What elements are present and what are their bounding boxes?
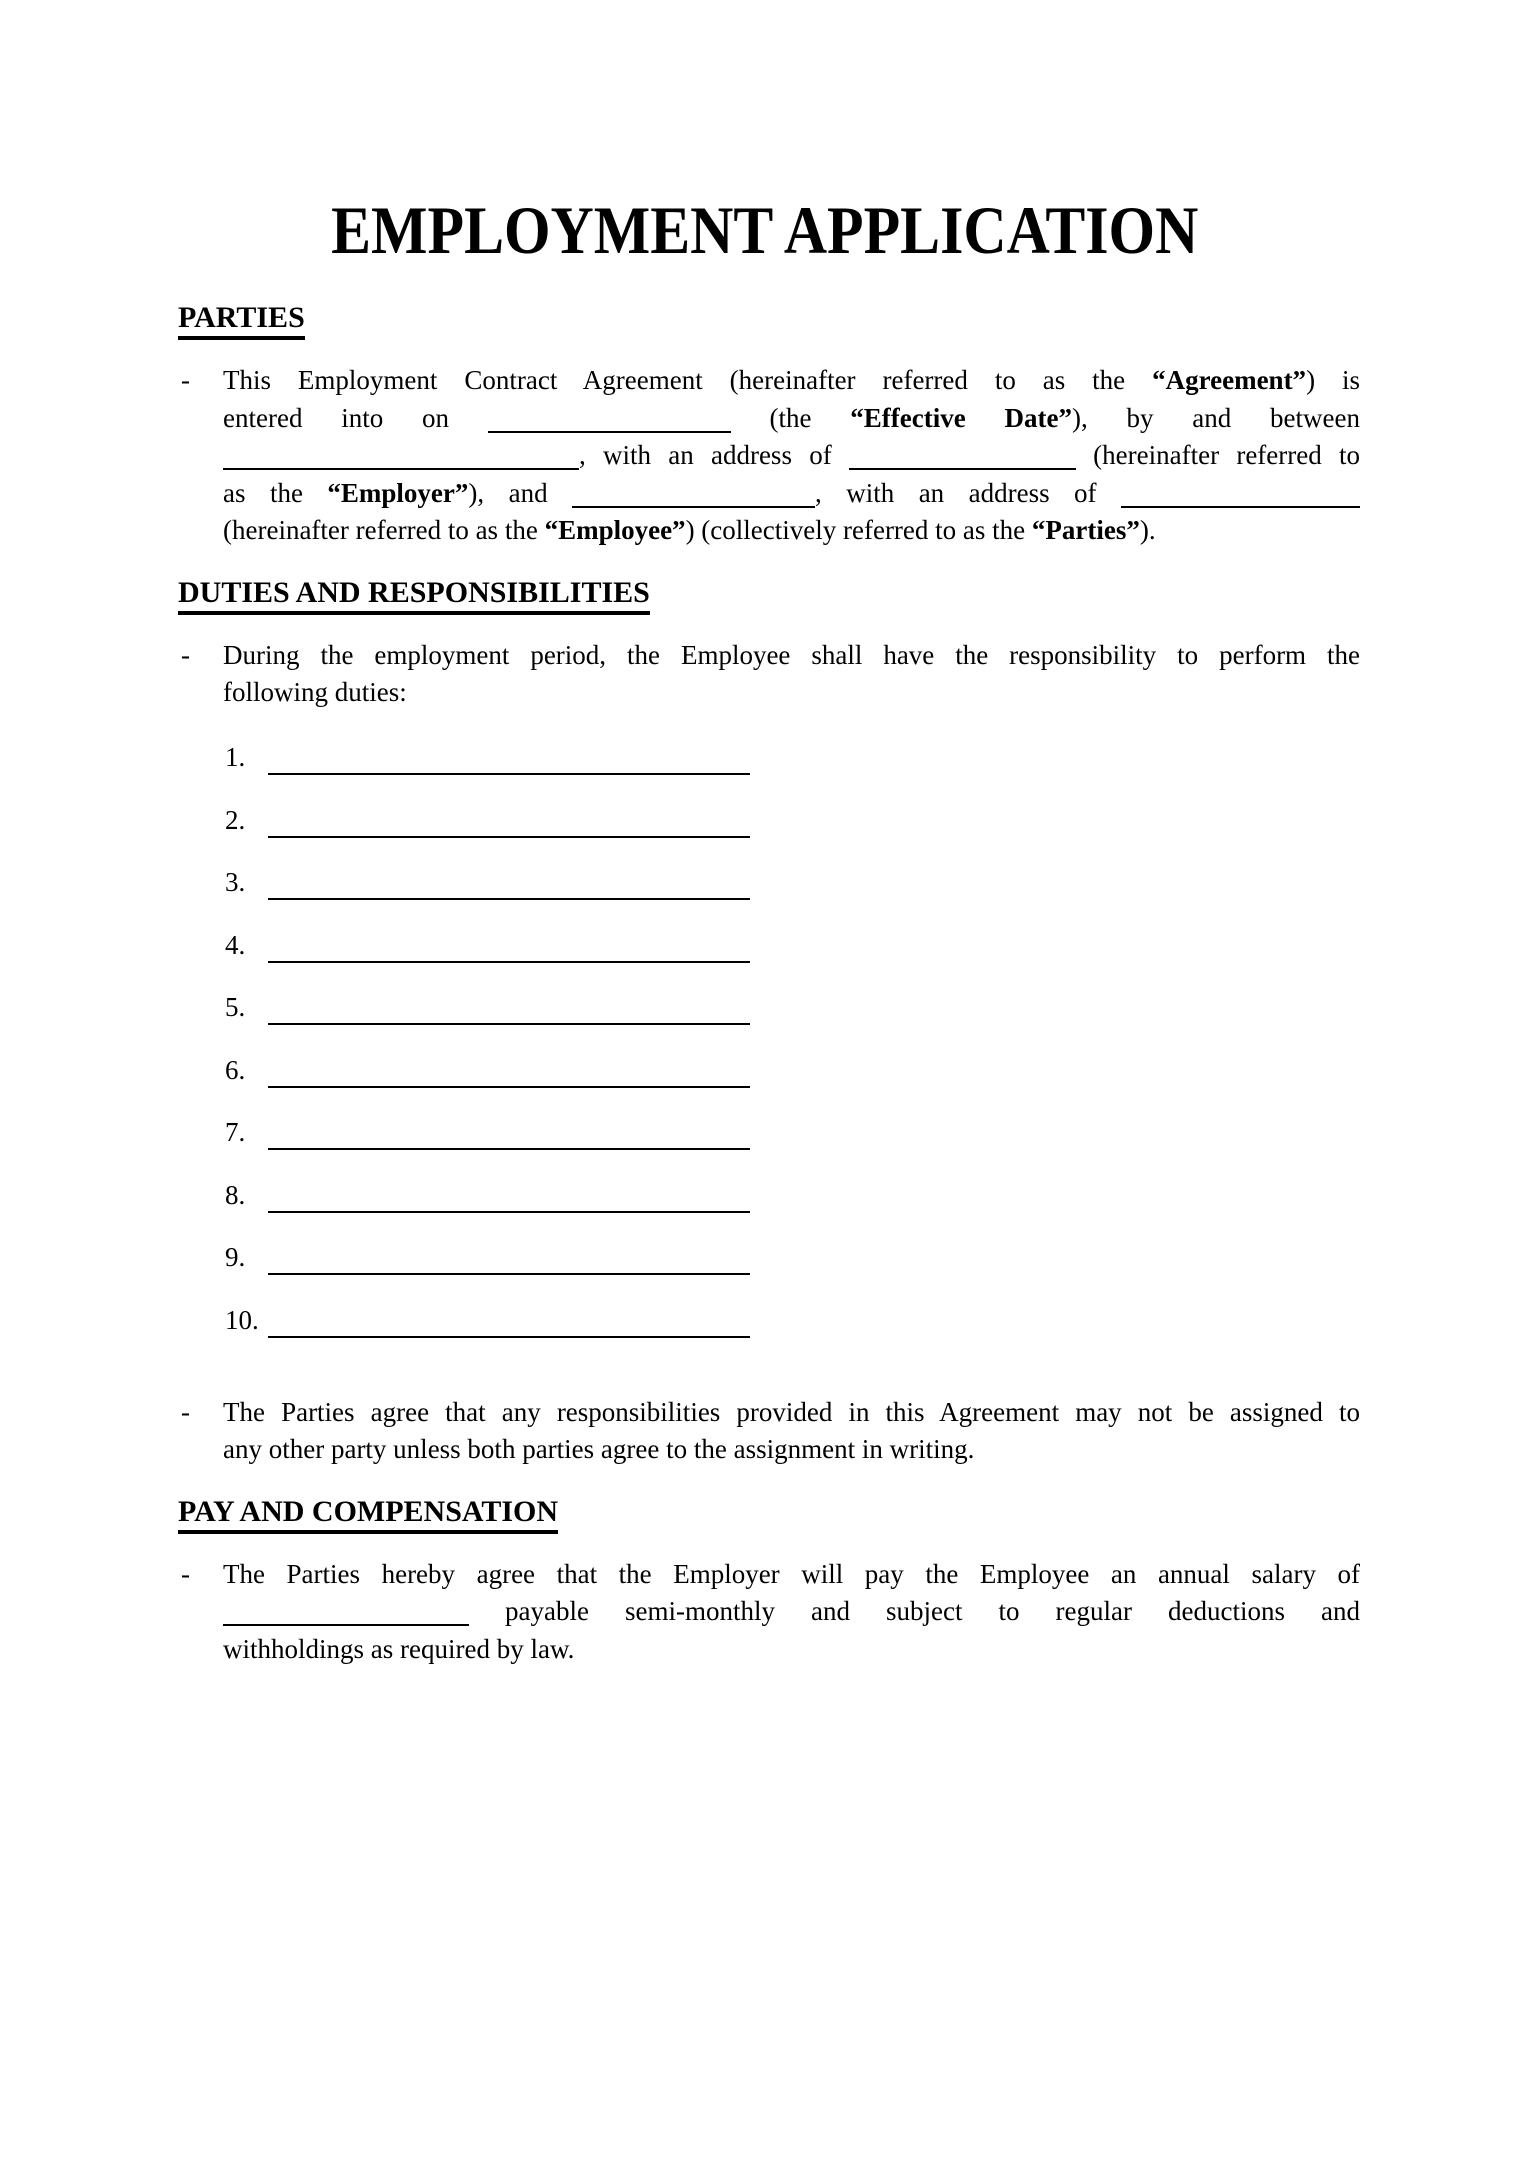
paragraph xyxy=(178,1394,1360,1469)
paragraph-lines xyxy=(223,637,1360,712)
text-line xyxy=(223,1394,1360,1432)
blank-field xyxy=(223,468,579,470)
text-run: (hereinafter referred to as the xyxy=(223,515,545,545)
blank-field xyxy=(488,431,731,433)
section-heading-text: PARTIES xyxy=(178,301,305,340)
dash-marker: - xyxy=(181,365,190,395)
text-run: following duties: xyxy=(223,677,407,707)
bold-text-run: “Employer” xyxy=(327,477,469,508)
duty-list-item xyxy=(178,778,1360,841)
duty-list-item xyxy=(178,716,1360,779)
bold-text-run: “Effective Date” xyxy=(850,402,1072,433)
duty-number: 2. xyxy=(225,804,246,835)
duty-list-item xyxy=(178,1153,1360,1216)
text-run: The Parties agree that any responsibilities provided in this Agreement may not be assigned to xyxy=(223,1396,1360,1427)
text-run: (hereinafter referred to xyxy=(1075,440,1360,470)
text-line xyxy=(223,400,1360,438)
text-run: ), by and between xyxy=(1071,402,1360,433)
duty-number: 9. xyxy=(225,1242,246,1272)
duty-blank-line xyxy=(268,1148,750,1150)
text-line xyxy=(223,437,1360,475)
text-line xyxy=(223,362,1360,400)
blank-field xyxy=(1121,506,1360,508)
duty-list-item xyxy=(178,841,1360,904)
text-run: This Employment Contract Agreement (hereinafter referred to as the xyxy=(223,365,1153,395)
duty-blank-line xyxy=(268,836,750,838)
duty-blank-line xyxy=(268,1086,750,1088)
text-run: payable semi-monthly and subject to regular deductions and xyxy=(469,1596,1360,1626)
duty-number: 6. xyxy=(225,1054,246,1085)
blank-field xyxy=(849,468,1076,470)
duty-blank-line xyxy=(268,1273,750,1275)
text-run: , with an address of xyxy=(579,440,849,470)
text-run: as the xyxy=(223,477,328,508)
text-line xyxy=(223,475,1360,513)
duties-list xyxy=(178,716,1360,1341)
dash-marker: - xyxy=(181,639,190,670)
duty-blank-line xyxy=(268,961,750,963)
text-run: , with an address of xyxy=(815,477,1121,508)
text-run: ) (collectively referred to as the xyxy=(685,515,1032,545)
section-heading-pay-and-compensation xyxy=(178,1494,1360,1530)
duty-list-item xyxy=(178,1278,1360,1341)
text-run: The Parties hereby agree that the Employer will pay the Employee an annual salary of xyxy=(223,1558,1360,1589)
duty-list-item xyxy=(178,1091,1360,1154)
section-heading-text: DUTIES AND RESPONSIBILITIES xyxy=(178,576,650,615)
blank-field xyxy=(572,506,815,508)
text-line xyxy=(223,1556,1360,1594)
section-parties xyxy=(178,300,1360,550)
duty-number: 5. xyxy=(225,992,246,1022)
document-page xyxy=(0,192,1530,2176)
paragraph xyxy=(178,1556,1360,1669)
text-line xyxy=(223,674,1360,712)
duty-number: 3. xyxy=(225,867,246,897)
dash-marker: - xyxy=(181,1558,190,1589)
duty-number: 4. xyxy=(225,929,246,960)
section-duties-and-responsibilities xyxy=(178,575,1360,1469)
duty-list-item xyxy=(178,903,1360,966)
bold-text-run: “Parties” xyxy=(1031,515,1140,545)
section-pay-and-compensation xyxy=(178,1494,1360,1669)
bold-text-run: “Employee” xyxy=(544,515,686,545)
paragraph-lines xyxy=(223,1556,1360,1669)
duty-blank-line xyxy=(268,773,750,775)
duty-list-item xyxy=(178,1216,1360,1279)
paragraph xyxy=(178,362,1360,550)
section-heading-parties xyxy=(178,300,1360,336)
text-run: During the employment period, the Employee shall have the responsibility to perform the xyxy=(223,639,1360,670)
text-line xyxy=(223,512,1360,550)
text-run: (the xyxy=(730,402,851,433)
blank-field xyxy=(223,1624,469,1626)
text-run: ), and xyxy=(468,477,573,508)
paragraph-lines xyxy=(223,362,1360,550)
text-line xyxy=(223,1431,1360,1469)
section-heading-duties-and-responsibilities xyxy=(178,575,1360,611)
duty-number: 8. xyxy=(225,1179,246,1210)
paragraph-lines xyxy=(223,1394,1360,1469)
duty-list-item xyxy=(178,1028,1360,1091)
document-title xyxy=(0,192,1530,268)
paragraph xyxy=(178,637,1360,712)
text-run: entered into on xyxy=(223,402,488,433)
duty-blank-line xyxy=(268,1336,750,1338)
text-run: ). xyxy=(1139,515,1156,545)
text-run: any other party unless both parties agree to the assignment in writing. xyxy=(223,1434,975,1464)
text-line xyxy=(223,1593,1360,1631)
duty-number: 1. xyxy=(225,742,246,772)
duty-blank-line xyxy=(268,898,750,900)
text-run: ) is xyxy=(1306,365,1360,395)
dash-marker: - xyxy=(181,1396,190,1427)
document-title-text: EMPLOYMENT APPLICATION xyxy=(331,192,1199,268)
duty-blank-line xyxy=(268,1211,750,1213)
text-line xyxy=(223,637,1360,675)
document-content xyxy=(178,300,1360,1668)
section-heading-text: PAY AND COMPENSATION xyxy=(178,1495,558,1534)
duty-number: 7. xyxy=(225,1117,246,1147)
duty-blank-line xyxy=(268,1023,750,1025)
duty-list-item xyxy=(178,966,1360,1029)
text-line xyxy=(223,1631,1360,1669)
text-run: withholdings as required by law. xyxy=(223,1633,575,1664)
bold-text-run: “Agreement” xyxy=(1152,365,1307,395)
duty-number: 10. xyxy=(225,1304,259,1335)
